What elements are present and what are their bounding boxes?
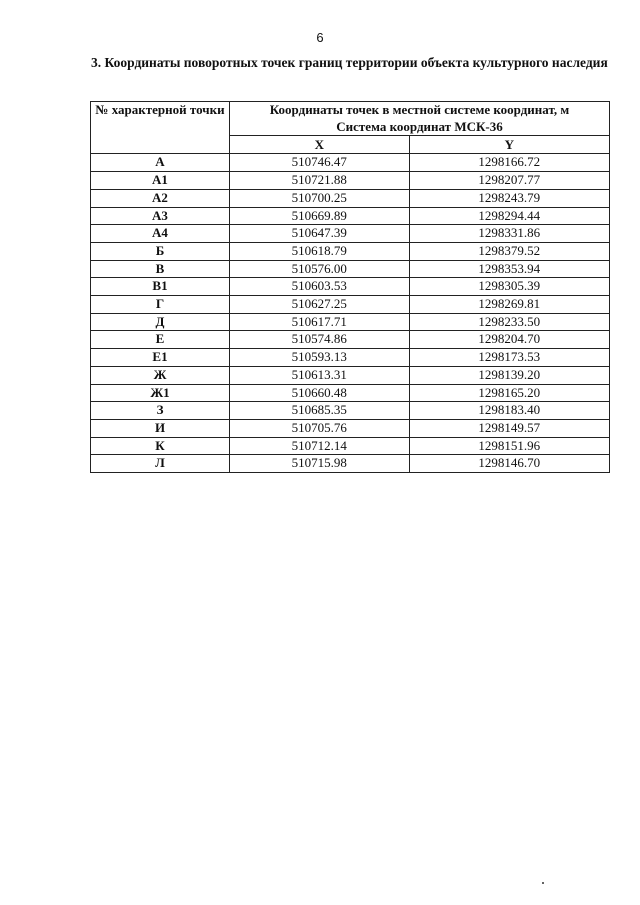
point-cell: Е1 <box>91 349 230 367</box>
y-cell: 1298183.40 <box>409 402 609 420</box>
header-coordinates-line1: Координаты точек в местной системе координат, м <box>269 102 570 117</box>
y-cell: 1298149.57 <box>409 419 609 437</box>
point-cell: Ж <box>91 366 230 384</box>
table-row <box>91 278 610 296</box>
x-cell: 510685.35 <box>230 402 410 420</box>
point-cell: А3 <box>91 207 230 225</box>
header-x: X <box>230 136 410 154</box>
x-cell: 510627.25 <box>230 296 410 314</box>
y-cell: 1298294.44 <box>409 207 609 225</box>
header-coordinates-line2: Система координат МСК-36 <box>336 118 503 134</box>
table-row <box>91 349 610 367</box>
x-cell: 510613.31 <box>230 366 410 384</box>
y-cell: 1298165.20 <box>409 384 609 402</box>
point-cell: И <box>91 419 230 437</box>
table-header <box>91 102 610 154</box>
point-cell: В1 <box>91 278 230 296</box>
point-cell: В <box>91 260 230 278</box>
y-cell: 1298204.70 <box>409 331 609 349</box>
x-cell: 510603.53 <box>230 278 410 296</box>
table-row <box>91 402 610 420</box>
table-row <box>91 172 610 190</box>
x-cell: 510721.88 <box>230 172 410 190</box>
point-cell: А2 <box>91 189 230 207</box>
y-cell: 1298233.50 <box>409 313 609 331</box>
table-row <box>91 154 610 172</box>
table-row <box>91 225 610 243</box>
header-coordinates <box>230 102 610 136</box>
x-cell: 510660.48 <box>230 384 410 402</box>
point-cell: Е <box>91 331 230 349</box>
table-row <box>91 296 610 314</box>
header-y: Y <box>409 136 609 154</box>
table-row <box>91 313 610 331</box>
y-cell: 1298166.72 <box>409 154 609 172</box>
x-cell: 510746.47 <box>230 154 410 172</box>
table-row <box>91 366 610 384</box>
table-row <box>91 384 610 402</box>
header-point-number: № характерной точки <box>91 102 230 154</box>
table-body <box>91 154 610 473</box>
point-cell: А4 <box>91 225 230 243</box>
x-cell: 510574.86 <box>230 331 410 349</box>
point-cell: А <box>91 154 230 172</box>
point-cell: Б <box>91 242 230 260</box>
point-cell: К <box>91 437 230 455</box>
x-cell: 510715.98 <box>230 455 410 473</box>
coordinates-table <box>90 101 610 473</box>
x-cell: 510647.39 <box>230 225 410 243</box>
y-cell: 1298269.81 <box>409 296 609 314</box>
x-cell: 510705.76 <box>230 419 410 437</box>
y-cell: 1298207.77 <box>409 172 609 190</box>
y-cell: 1298151.96 <box>409 437 609 455</box>
section-heading: 3. Координаты поворотных точек границ территории объекта культурного наследия <box>91 55 608 70</box>
x-cell: 510712.14 <box>230 437 410 455</box>
table-row <box>91 419 610 437</box>
scan-mark <box>542 882 544 884</box>
x-cell: 510700.25 <box>230 189 410 207</box>
y-cell: 1298243.79 <box>409 189 609 207</box>
point-cell: Д <box>91 313 230 331</box>
point-cell: Ж1 <box>91 384 230 402</box>
x-cell: 510593.13 <box>230 349 410 367</box>
table-row <box>91 189 610 207</box>
y-cell: 1298305.39 <box>409 278 609 296</box>
table-row <box>91 331 610 349</box>
table-row <box>91 207 610 225</box>
x-cell: 510618.79 <box>230 242 410 260</box>
point-cell: З <box>91 402 230 420</box>
table-row <box>91 455 610 473</box>
page-number: 6 <box>316 30 324 45</box>
y-cell: 1298139.20 <box>409 366 609 384</box>
y-cell: 1298331.86 <box>409 225 609 243</box>
table-row <box>91 437 610 455</box>
x-cell: 510617.71 <box>230 313 410 331</box>
table-row <box>91 260 610 278</box>
y-cell: 1298379.52 <box>409 242 609 260</box>
x-cell: 510576.00 <box>230 260 410 278</box>
x-cell: 510669.89 <box>230 207 410 225</box>
point-cell: Г <box>91 296 230 314</box>
y-cell: 1298146.70 <box>409 455 609 473</box>
point-cell: А1 <box>91 172 230 190</box>
table-row <box>91 242 610 260</box>
point-cell: Л <box>91 455 230 473</box>
y-cell: 1298173.53 <box>409 349 609 367</box>
y-cell: 1298353.94 <box>409 260 609 278</box>
